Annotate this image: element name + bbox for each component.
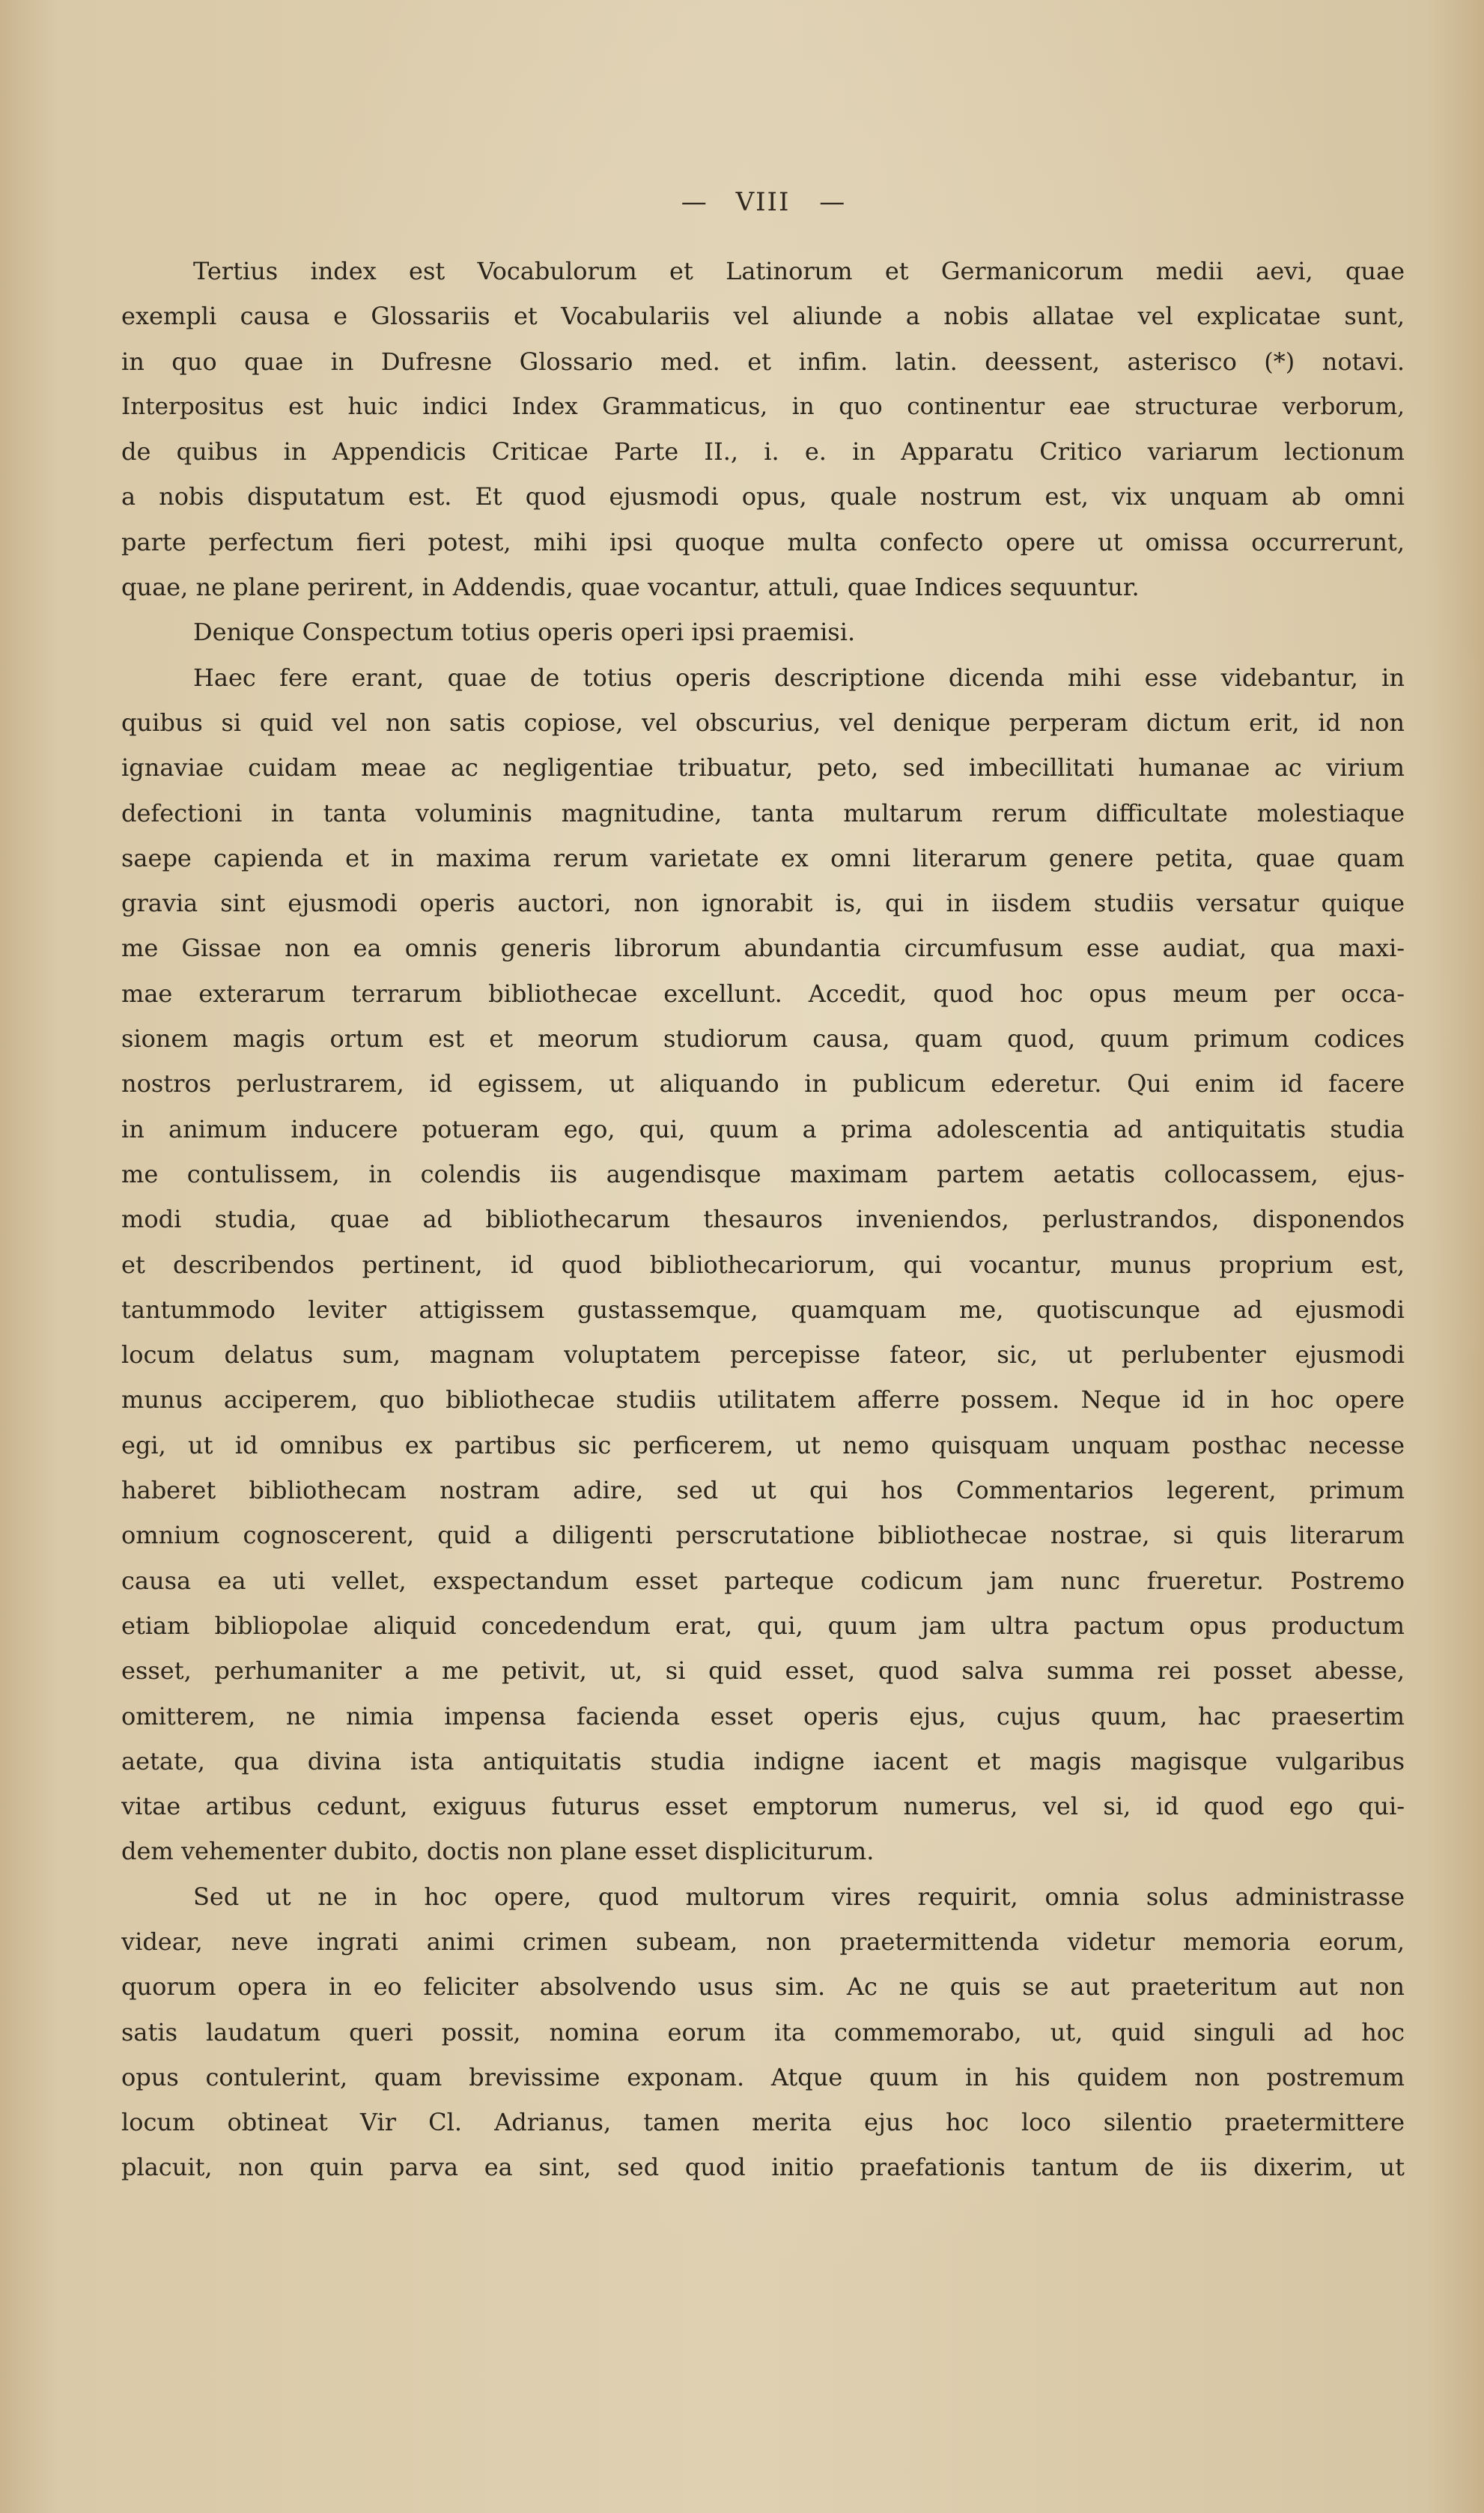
text-line: quae, ne plane perirent, in Addendis, quae vocantur, attuli, quae Indices sequuntur. xyxy=(121,573,1140,602)
text-line: videar, neve ingrati animi crimen subeam, non praetermittenda videtur memoria eorum, xyxy=(121,1927,1405,1956)
text-line: Tertius index est Vocabulorum et Latinorum et Germanicorum medii aevi, quae xyxy=(193,257,1405,285)
text-line: me Gissae non ea omnis generis librorum abundantia circumfusum esse audiat, qua maxi- xyxy=(121,934,1405,963)
text-line: aetate, qua divina ista antiquitatis studia indigne iacent et magis magisque vulgaribus xyxy=(121,1746,1405,1775)
text-line: gravia sint ejusmodi operis auctori, non ignorabit is, qui in iisdem studiis versatur quique xyxy=(121,889,1405,918)
text-line: Sed ut ne in hoc opere, quod multorum vires requirit, omnia solus administrasse xyxy=(193,1882,1405,1911)
text-line: defectioni in tanta voluminis magnitudine, tanta multarum rerum difficultate molestiaque xyxy=(121,798,1405,827)
text-line: ignaviae cuidam meae ac negligentiae tribuatur, peto, sed imbecillitati humanae ac virium xyxy=(121,753,1405,783)
text-line: esset, perhumaniter a me petivit, ut, si quid esset, quod salva summa rei posset abesse, xyxy=(121,1656,1405,1686)
text-line: mae exterarum terrarum bibliothecae excellunt. Accedit, quod hoc opus meum per occa- xyxy=(121,979,1405,1008)
text-line: locum delatus sum, magnam voluptatem percepisse fateor, sic, ut perlubenter ejusmodi xyxy=(121,1340,1405,1370)
text-line: parte perfectum fieri potest, mihi ipsi quoque multa confecto opere ut omissa occurrerunt, xyxy=(121,527,1405,556)
paragraph-descriptio xyxy=(121,655,1405,1874)
paragraph-gratiae xyxy=(121,1874,1405,2190)
text-line: quibus si quid vel non satis copiose, vel obscurius, vel denique perperam dictum erit, id non xyxy=(121,708,1405,737)
text-line: quorum opera in eo feliciter absolvendo usus sim. Ac ne quis se aut praeteritum aut non xyxy=(121,1972,1405,2002)
text-line: nostros perlustrarem, id egissem, ut aliquando in publicum ederetur. Qui enim id facere xyxy=(121,1069,1405,1099)
text-line: modi studia, quae ad bibliothecarum thesauros inveniendos, perlustrandos, disponendos xyxy=(121,1205,1405,1234)
text-line: omnium cognoscerent, quid a diligenti perscrutatione bibliothecae nostrae, si quis literarum xyxy=(121,1521,1405,1550)
text-line: haberet bibliothecam nostram adire, sed ut qui hos Commentarios legerent, primum xyxy=(121,1476,1405,1505)
page-text xyxy=(121,187,1405,2190)
text-line: satis laudatum queri possit, nomina eorum ita commemorabo, ut, quid singuli ad hoc xyxy=(121,2017,1405,2046)
text-line: a nobis disputatum est. Et quod ejusmodi opus, quale nostrum est, vix unquam ab omni xyxy=(121,482,1405,511)
text-line: placuit, non quin parva ea sint, sed quod initio praefationis tantum de iis dixerim, ut xyxy=(121,2153,1405,2182)
text-line: locum obtineat Vir Cl. Adrianus, tamen merita ejus hoc loco silentio praetermittere xyxy=(121,2108,1405,2137)
text-line: sionem magis ortum est et meorum studiorum causa, quam quod, quum primum codices xyxy=(121,1024,1405,1054)
text-line: saepe capienda et in maxima rerum varietate ex omni literarum genere petita, quae quam xyxy=(121,843,1405,872)
text-line: egi, ut id omnibus ex partibus sic perficerem, ut nemo quisquam unquam posthac necesse xyxy=(121,1430,1405,1459)
paragraph-indices xyxy=(121,249,1405,610)
text-line: de quibus in Appendicis Criticae Parte II., i. e. in Apparatu Critico variarum lectionum xyxy=(121,437,1405,467)
header-dash-right: — xyxy=(819,187,845,217)
page-header xyxy=(121,187,1405,217)
text-line: in quo quae in Dufresne Glossario med. et infim. latin. deessent, asterisco (*) notavi. xyxy=(121,347,1405,376)
text-line: munus acciperem, quo bibliothecae studiis utilitatem afferre possem. Neque id in hoc opere xyxy=(121,1385,1405,1414)
text-line: me contulissem, in colendis iis augendisque maximam partem aetatis collocassem, ejus- xyxy=(121,1159,1405,1188)
text-line: et describendos pertinent, id quod bibliothecariorum, qui vocantur, munus proprium est, xyxy=(121,1250,1405,1279)
text-line: tantummodo leviter attigissem gustassemque, quamquam me, quotiscunque ad ejusmodi xyxy=(121,1295,1405,1324)
page-number: VIII xyxy=(735,187,791,217)
text-line: in animum inducere potueram ego, qui, quum a prima adolescentia ad antiquitatis studia xyxy=(121,1114,1405,1143)
paragraph-conspectus xyxy=(121,610,1405,654)
text-line: exempli causa e Glossariis et Vocabulariis vel aliunde a nobis allatae vel explicatae sunt, xyxy=(121,302,1405,331)
text-line: omitterem, ne nimia impensa facienda esset operis ejus, cujus quum, hac praesertim xyxy=(121,1701,1405,1730)
text-line: causa ea uti vellet, exspectandum esset parteque codicum jam nunc frueretur. Postremo xyxy=(121,1566,1405,1595)
text-line: Interpositus est huic indici Index Grammaticus, in quo continentur eae structurae verborum, xyxy=(121,392,1405,420)
text-line: Denique Conspectum totius operis operi ipsi praemisi. xyxy=(193,618,856,647)
text-line: dem vehementer dubito, doctis non plane esset displiciturum. xyxy=(121,1837,875,1866)
text-line: Haec fere erant, quae de totius operis descriptione dicenda mihi esse videbantur, in xyxy=(193,663,1405,692)
text-line: etiam bibliopolae aliquid concedendum erat, qui, quum jam ultra pactum opus productum xyxy=(121,1611,1405,1640)
text-line: vitae artibus cedunt, exiguus futurus esset emptorum numerus, vel si, id quod ego qui- xyxy=(121,1792,1405,1821)
text-line: opus contulerint, quam brevissime exponam. Atque quum in his quidem non postremum xyxy=(121,2062,1405,2091)
header-dash-left: — xyxy=(681,187,707,217)
